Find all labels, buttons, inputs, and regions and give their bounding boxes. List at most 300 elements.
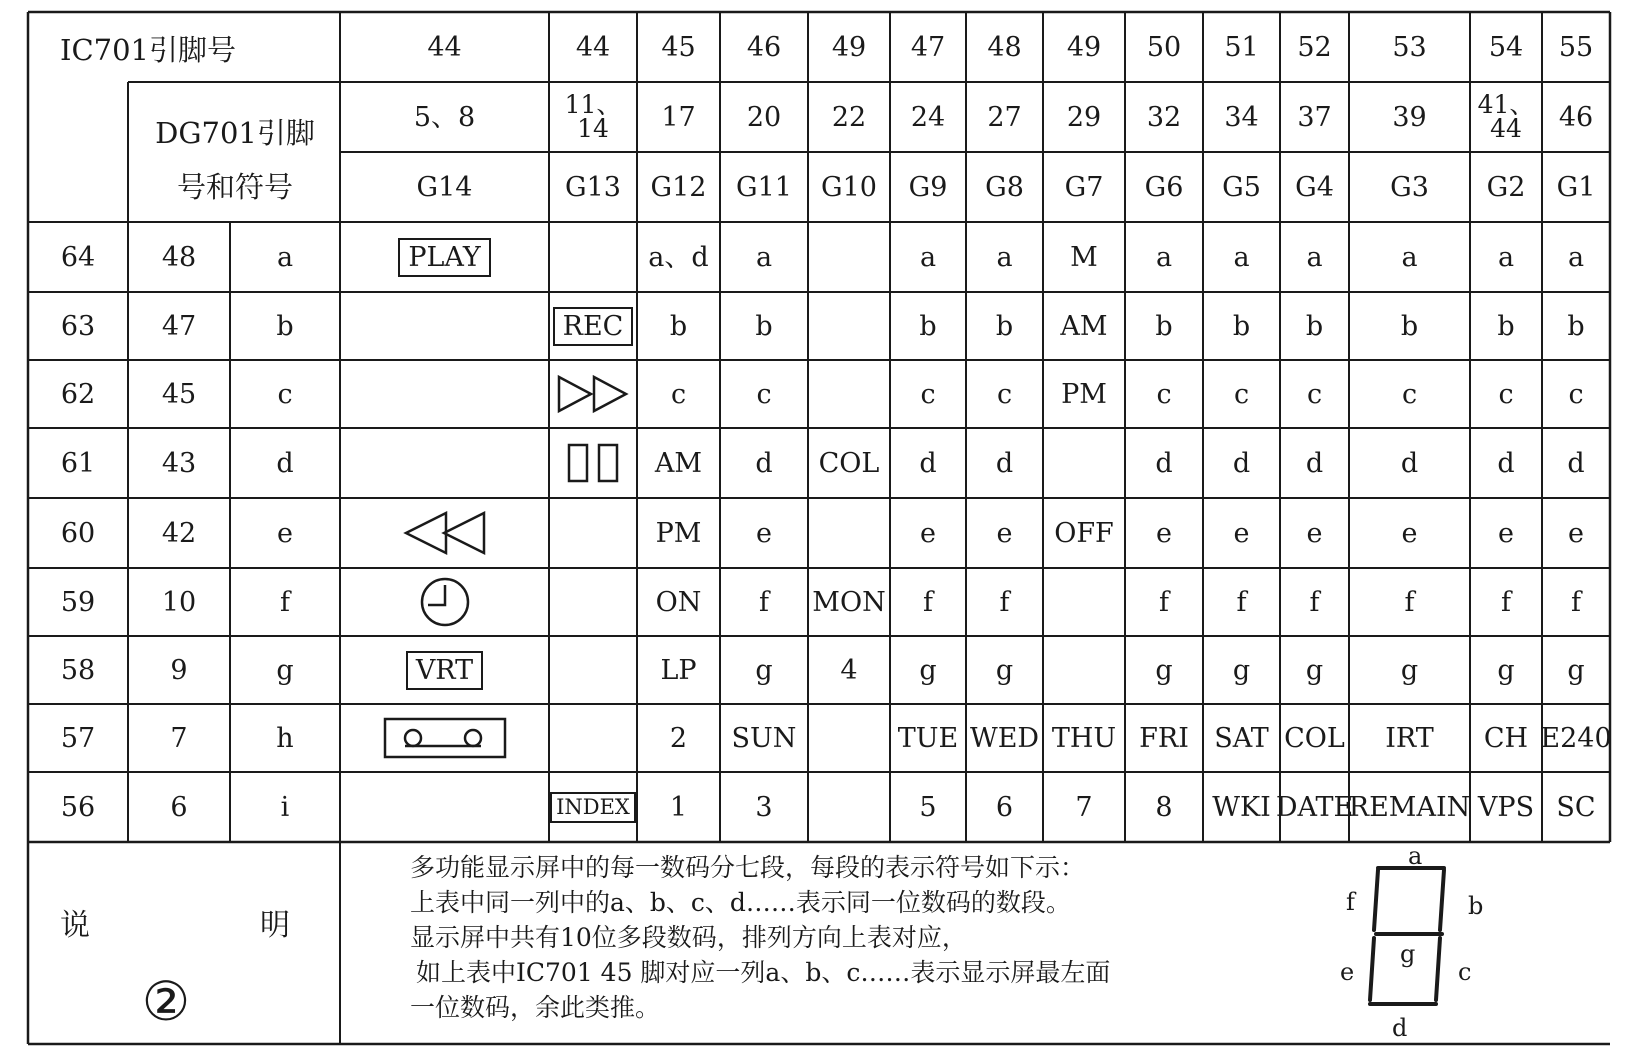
ic-pin-cell <box>966 12 1043 82</box>
ic-pin-value: 47 <box>910 31 946 63</box>
table-cell <box>1470 360 1542 428</box>
dg-pin-value: 24 <box>910 101 946 133</box>
cell-value: DATE <box>1275 791 1354 823</box>
dg-pin-value: 5、8 <box>413 101 476 133</box>
dg-pin-cell <box>1470 82 1542 152</box>
boxed-symbol: REC <box>553 307 634 346</box>
table-cell <box>340 772 549 842</box>
ic-pin-value: 49 <box>1066 31 1102 63</box>
ic-pin-value: 54 <box>1488 31 1524 63</box>
table-cell <box>340 498 549 568</box>
table-cell <box>1470 428 1542 498</box>
ic-pin-cell <box>808 12 890 82</box>
cell-value: 8 <box>1155 791 1173 823</box>
cell-value: 5 <box>919 791 937 823</box>
ic-pin-cell <box>720 12 808 82</box>
cell-value: c <box>756 378 772 410</box>
grid-symbol-value: G9 <box>908 171 948 203</box>
table-cell <box>549 498 637 568</box>
ic-pin-row-cell <box>28 428 128 498</box>
table-cell <box>720 772 808 842</box>
cell-value: b <box>669 310 688 342</box>
cell-value: COL <box>818 447 880 479</box>
dg-pin-cell <box>1349 82 1470 152</box>
dg-pin-cell <box>1125 82 1203 152</box>
segment-row-cell <box>230 636 340 704</box>
cell-value: f <box>1159 586 1169 618</box>
cell-value: a <box>1401 241 1418 273</box>
ic-pin-row-cell <box>28 292 128 360</box>
table-cell <box>637 772 720 842</box>
table-cell <box>637 222 720 292</box>
cell-value: b <box>1567 310 1585 342</box>
segment-c <box>1436 938 1440 1000</box>
grid-symbol-value: G13 <box>565 171 621 203</box>
grid-symbol-cell <box>637 152 720 222</box>
dg-pin-value-part: 14 <box>577 114 609 143</box>
cell-value: a <box>1567 241 1585 273</box>
dg-pin-value: 37 <box>1297 101 1332 133</box>
dg-pin-value: 22 <box>831 101 867 133</box>
table-cell <box>966 428 1043 498</box>
fast-forward-icon <box>556 374 630 414</box>
table-cell <box>1203 568 1280 636</box>
cell-value: g <box>1400 654 1419 686</box>
table-cell <box>890 568 966 636</box>
table-cell <box>720 428 808 498</box>
cell-value: THU <box>1051 722 1117 754</box>
table-cell <box>890 360 966 428</box>
ic-pin-value: 55 <box>1558 31 1594 63</box>
table-cell <box>966 772 1043 842</box>
ic701-pin-header: IC701引脚号 <box>60 33 236 67</box>
notes-line: 显示屏中共有10位多段数码，排列方向上表对应， <box>410 923 967 952</box>
grid-symbol-cell <box>549 152 637 222</box>
segment-row-value: g <box>276 654 294 686</box>
grid-symbol-cell <box>1280 152 1349 222</box>
cell-value: e <box>920 517 936 549</box>
ic-pin-cell <box>1280 12 1349 82</box>
cell-value: 1 <box>669 791 688 823</box>
cell-value: d <box>919 447 937 479</box>
cell-value: g <box>1155 654 1173 686</box>
segment-row-cell <box>230 498 340 568</box>
ic-pin-value: 51 <box>1224 31 1259 63</box>
table-cell <box>1470 772 1542 842</box>
table-cell <box>1125 222 1203 292</box>
grid-symbol-cell <box>1542 152 1610 222</box>
cell-value: d <box>1305 447 1324 479</box>
dg-pin-value-part: 11、 <box>564 90 622 120</box>
cell-value: d <box>1567 447 1585 479</box>
grid-symbol-cell <box>1470 152 1542 222</box>
table-cell <box>549 772 637 842</box>
ic-pin-cell <box>890 12 966 82</box>
table-cell <box>1203 360 1280 428</box>
ic-pin-cell <box>637 12 720 82</box>
dg-pin-row-cell <box>128 498 230 568</box>
table-cell <box>720 704 808 772</box>
cell-value: b <box>1155 310 1173 342</box>
table-cell <box>808 772 890 842</box>
cell-value: g <box>1232 654 1251 686</box>
cell-value: FRI <box>1139 722 1189 754</box>
table-cell <box>808 428 890 498</box>
dg-pin-row-value: 48 <box>161 241 197 273</box>
ic-pin-value: 44 <box>575 31 611 63</box>
grid-symbol-cell <box>1349 152 1470 222</box>
table-cell <box>1125 772 1203 842</box>
table-cell <box>340 222 549 292</box>
segment-row-value: h <box>276 722 294 754</box>
cell-value: PM <box>655 517 702 549</box>
grid-symbol-cell <box>720 152 808 222</box>
cell-value: VPS <box>1477 791 1535 823</box>
table-cell <box>720 292 808 360</box>
ic-pin-value: 52 <box>1297 31 1332 63</box>
table-cell <box>340 568 549 636</box>
dg-pin-cell <box>1542 82 1610 152</box>
grid-symbol-cell <box>808 152 890 222</box>
table-cell <box>340 428 549 498</box>
cell-value: c <box>1233 378 1250 410</box>
dg-pin-cell <box>1043 82 1125 152</box>
dg701-header-line2: 号和符号 <box>176 170 293 204</box>
segment-label-e: e <box>1340 958 1355 986</box>
cell-value: a <box>996 241 1013 273</box>
cell-value: d <box>1400 447 1419 479</box>
ic-pin-row-value: 59 <box>60 586 96 618</box>
table-cell <box>720 222 808 292</box>
ic-pin-cell <box>1203 12 1280 82</box>
dg-pin-row-value: 10 <box>161 586 197 618</box>
cell-value: c <box>996 378 1013 410</box>
table-cell <box>1043 292 1125 360</box>
table-cell <box>549 292 637 360</box>
cell-value: CH <box>1483 722 1529 754</box>
ic-pin-cell <box>1542 12 1610 82</box>
table-cell <box>1125 704 1203 772</box>
cell-value: a <box>919 241 937 273</box>
grid-symbol-cell <box>890 152 966 222</box>
cell-value: e <box>756 517 772 549</box>
table-cell <box>890 292 966 360</box>
segment-label-g: g <box>1400 940 1416 968</box>
cell-value: 2 <box>669 722 688 754</box>
notes-line: 一位数码，余此类推。 <box>410 993 661 1022</box>
table-cell <box>890 704 966 772</box>
segment-row-cell <box>230 704 340 772</box>
cell-value: a、d <box>648 241 709 273</box>
table-cell <box>1275 772 1354 842</box>
table-cell <box>1542 292 1610 360</box>
grid-symbol-cell <box>1203 152 1280 222</box>
dg701-pin-header <box>130 106 340 214</box>
table-cell <box>340 704 549 772</box>
table-cell <box>549 636 637 704</box>
table-cell <box>549 360 637 428</box>
table-cell <box>1043 704 1125 772</box>
cell-value: e <box>1233 517 1250 549</box>
table-cell <box>1125 360 1203 428</box>
segment-b <box>1440 870 1444 930</box>
cell-value: PM <box>1061 378 1107 410</box>
dg-pin-cell <box>890 82 966 152</box>
table-cell <box>637 292 720 360</box>
cell-value: AM <box>1060 310 1108 342</box>
table-cell <box>890 498 966 568</box>
ic-pin-row-cell <box>28 568 128 636</box>
dg-pin-cell <box>720 82 808 152</box>
grid-symbol-value: G4 <box>1295 171 1334 203</box>
table-cell <box>1542 498 1610 568</box>
ic-pin-row-value: 61 <box>60 447 96 479</box>
table-cell <box>808 704 890 772</box>
table-cell <box>890 428 966 498</box>
segment-row-value: c <box>277 378 293 410</box>
cell-value: ON <box>655 586 702 618</box>
cell-value: e <box>1568 517 1584 549</box>
ic-pin-row-cell <box>28 704 128 772</box>
boxed-symbol: PLAY <box>398 238 490 277</box>
segment-row-value: a <box>276 241 294 273</box>
table-cell <box>720 636 808 704</box>
table-cell <box>549 704 637 772</box>
cell-value: f <box>759 586 769 618</box>
segment-f <box>1374 870 1378 930</box>
table-cell <box>1043 222 1125 292</box>
table-cell <box>1280 498 1349 568</box>
table-cell <box>966 222 1043 292</box>
cell-value: a <box>1155 241 1173 273</box>
cell-value: e <box>996 517 1013 549</box>
table-cell <box>637 636 720 704</box>
cell-value: f <box>1571 586 1581 618</box>
grid-symbol-value: G2 <box>1486 171 1526 203</box>
cell-value: f <box>923 586 933 618</box>
cell-value: 7 <box>1075 791 1093 823</box>
segment-row-value: b <box>276 310 294 342</box>
segment-label-a: a <box>1408 842 1423 870</box>
cell-value: g <box>1497 654 1515 686</box>
ic-pin-row-value: 63 <box>60 310 96 342</box>
ic-pin-cell <box>1125 12 1203 82</box>
table-cell <box>1043 772 1125 842</box>
ic-pin-row-cell <box>28 222 128 292</box>
notes-line: 如上表中IC701 45 脚对应一列a、b、c……表示显示屏最左面 <box>416 958 1111 987</box>
clock-icon <box>418 575 472 629</box>
dg-pin-cell <box>549 82 637 152</box>
table-cell <box>808 222 890 292</box>
table-cell <box>1280 568 1349 636</box>
table-cell <box>966 568 1043 636</box>
cell-value: REMAIN <box>1348 791 1471 823</box>
dg-pin-value: 27 <box>987 101 1022 133</box>
cell-value: b <box>995 310 1014 342</box>
cell-value: E240 <box>1540 722 1612 754</box>
ic-pin-value: 50 <box>1146 31 1182 63</box>
ic-pin-row-value: 64 <box>60 241 96 273</box>
grid-symbol-value: G6 <box>1144 171 1184 203</box>
dg-pin-row-cell <box>128 636 230 704</box>
table-cell <box>1203 704 1280 772</box>
table-cell <box>1470 568 1542 636</box>
cell-value: f <box>999 586 1010 618</box>
cell-value: b <box>919 310 937 342</box>
table-cell <box>720 568 808 636</box>
ic-pin-cell <box>1470 12 1542 82</box>
grid-symbol-value: G14 <box>416 171 473 203</box>
ic-pin-cell <box>1043 12 1125 82</box>
cassette-icon <box>383 717 507 759</box>
segment-e <box>1370 938 1374 1000</box>
cell-value: b <box>1400 310 1419 342</box>
table-cell <box>966 498 1043 568</box>
table-cell <box>1203 636 1280 704</box>
ic-pin-cell <box>549 12 637 82</box>
dg-pin-cell <box>637 82 720 152</box>
cell-value: b <box>755 310 773 342</box>
dg-pin-value: 20 <box>746 101 782 133</box>
pause-icon <box>565 442 621 484</box>
ic-pin-row-value: 60 <box>60 517 96 549</box>
segment-row-cell <box>230 428 340 498</box>
table-cell <box>1470 292 1542 360</box>
segment-label-d: d <box>1392 1014 1408 1042</box>
table-cell <box>340 636 549 704</box>
segment-label-f: f <box>1346 888 1355 916</box>
table-cell <box>1280 222 1349 292</box>
dg-pin-row-cell <box>128 292 230 360</box>
table-cell <box>1349 498 1470 568</box>
table-cell <box>720 360 808 428</box>
notes-line: 上表中同一列中的a、b、c、d……表示同一位数码的数段。 <box>410 888 1071 917</box>
ic-pin-row-cell <box>28 498 128 568</box>
ic-pin-row-value: 56 <box>60 791 96 823</box>
segment-row-value: i <box>280 791 290 823</box>
table-cell <box>1542 704 1610 772</box>
dg-pin-cell <box>340 82 549 152</box>
dg-pin-value-part: 41、 <box>1477 90 1535 120</box>
table-cell <box>1542 428 1610 498</box>
ic-pin-value: 44 <box>427 31 462 63</box>
cell-value: MON <box>812 586 886 618</box>
table-cell <box>1470 222 1542 292</box>
cell-value: 4 <box>840 654 858 686</box>
dg-pin-row-value: 7 <box>170 722 188 754</box>
table-cell <box>1125 636 1203 704</box>
ic-pin-row-value: 58 <box>60 654 96 686</box>
cell-value: c <box>1306 378 1323 410</box>
dg-pin-row-value: 47 <box>161 310 197 342</box>
ic-pin-row-cell <box>28 772 128 842</box>
table-cell <box>1125 568 1203 636</box>
ic-pin-value: 46 <box>746 31 782 63</box>
cell-value: 6 <box>995 791 1014 823</box>
table-cell <box>1125 498 1203 568</box>
dg-pin-row-cell <box>128 428 230 498</box>
cell-value: c <box>1401 378 1418 410</box>
notes-title-right: 明 <box>260 908 290 943</box>
notes-number: ② <box>141 969 191 1033</box>
cell-value: WKI <box>1212 791 1271 823</box>
cell-value: IRT <box>1385 722 1434 754</box>
dg701-header-line1: DG701引脚 <box>155 116 315 150</box>
cell-value: g <box>1567 654 1585 686</box>
table-cell <box>1542 772 1610 842</box>
ic-pin-row-value: 62 <box>60 378 96 410</box>
table-cell <box>966 636 1043 704</box>
cell-value: b <box>1497 310 1515 342</box>
dg-pin-row-cell <box>128 772 230 842</box>
grid-symbol-value: G5 <box>1222 171 1261 203</box>
table-cell <box>1349 772 1470 842</box>
ic-pin-value: 53 <box>1392 31 1427 63</box>
dg-pin-cell <box>966 82 1043 152</box>
table-cell <box>1349 428 1470 498</box>
cell-value: f <box>1309 586 1320 618</box>
ic-pin-cell <box>1349 12 1470 82</box>
cell-value: f <box>1404 586 1415 618</box>
cell-value: e <box>1156 517 1172 549</box>
segment-row-value: d <box>276 447 294 479</box>
ic-pin-row-cell <box>28 636 128 704</box>
cell-value: a <box>1497 241 1515 273</box>
notes-line: 多功能显示屏中的每一数码分七段，每段的表示符号如下示： <box>410 853 1086 882</box>
table-cell <box>1043 428 1125 498</box>
cell-value: M <box>1070 241 1098 273</box>
dg-pin-value: 39 <box>1392 101 1427 133</box>
segment-row-value: e <box>277 517 293 549</box>
table-cell <box>808 292 890 360</box>
table-cell <box>1043 568 1125 636</box>
table-cell <box>1280 428 1349 498</box>
dg-pin-row-value: 45 <box>161 378 197 410</box>
table-cell <box>1280 704 1349 772</box>
table-cell <box>1280 636 1349 704</box>
grid-symbol-value: G1 <box>1556 171 1596 203</box>
cell-value: c <box>1568 378 1584 410</box>
table-cell <box>1470 636 1542 704</box>
table-cell <box>1542 636 1610 704</box>
table-cell <box>1043 498 1125 568</box>
segment-label-b: b <box>1468 892 1484 920</box>
cell-value: d <box>1155 447 1173 479</box>
table-cell <box>1203 292 1280 360</box>
cell-value: 3 <box>755 791 773 823</box>
table-cell <box>549 222 637 292</box>
table-cell <box>890 222 966 292</box>
dg-pin-value: 46 <box>1558 101 1594 133</box>
segment-row-cell <box>230 360 340 428</box>
table-cell <box>637 428 720 498</box>
cell-value: d <box>1232 447 1251 479</box>
boxed-symbol: VRT <box>406 651 483 690</box>
cell-value: e <box>1498 517 1514 549</box>
grid-symbol-cell <box>966 152 1043 222</box>
table-cell <box>1280 292 1349 360</box>
table-cell <box>1280 360 1349 428</box>
table-cell <box>1470 704 1542 772</box>
dg-pin-value-part: 44 <box>1490 114 1522 143</box>
table-cell <box>808 568 890 636</box>
dg-pin-row-value: 42 <box>161 517 197 549</box>
cell-value: b <box>1305 310 1324 342</box>
cell-value: b <box>1232 310 1251 342</box>
table-cell <box>1542 222 1610 292</box>
grid-symbol-cell <box>1043 152 1125 222</box>
grid-symbol-cell <box>340 152 549 222</box>
